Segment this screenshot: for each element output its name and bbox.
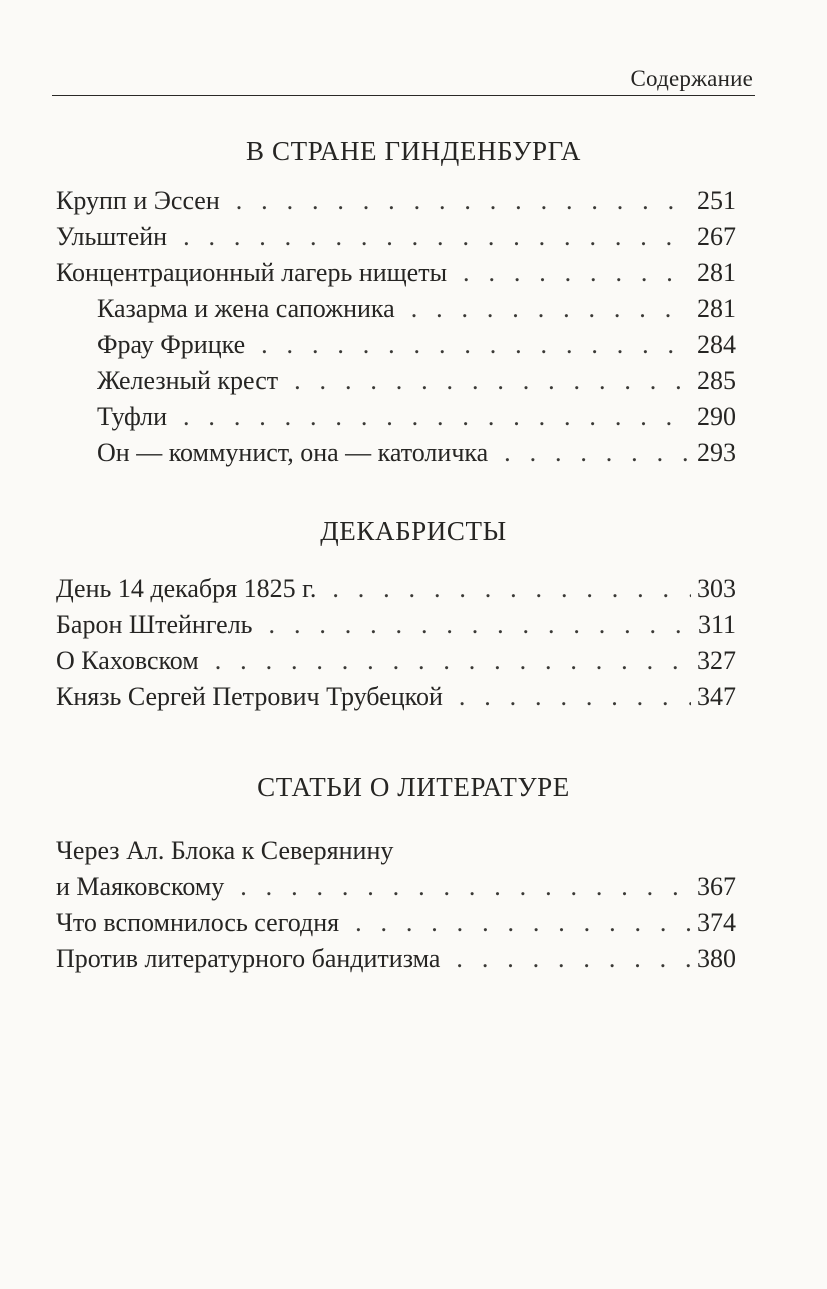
dot-leader: [183, 222, 691, 252]
toc-entry-page: 311: [697, 610, 736, 639]
toc-entry-page: 267: [697, 222, 736, 251]
toc-entry-page: 347: [697, 682, 736, 711]
toc-entry[interactable]: [56, 574, 736, 608]
toc-entry[interactable]: [56, 646, 736, 680]
toc-entry-page: 367: [697, 872, 736, 901]
dot-leader: [269, 610, 692, 640]
toc-subentry[interactable]: [97, 330, 736, 364]
dot-leader: [240, 872, 691, 902]
toc-entry-title: Казарма и жена сапожника: [97, 294, 395, 323]
dot-leader: [504, 438, 691, 468]
dot-leader: [459, 682, 691, 712]
toc-entry-title: и Маяковскому: [56, 872, 225, 901]
toc-entry-page: 303: [697, 574, 736, 603]
toc-entry-title: Туфли: [97, 402, 168, 431]
toc-entry[interactable]: [56, 258, 736, 292]
toc-entry[interactable]: [56, 222, 736, 256]
toc-entry-page: 327: [697, 646, 736, 675]
toc-entry-page: 293: [697, 438, 736, 467]
toc-entry[interactable]: [56, 682, 736, 716]
toc-entry-title: Ульштейн: [56, 222, 168, 251]
toc-entry-page: 251: [697, 186, 736, 215]
dot-leader: [456, 944, 691, 974]
dot-leader: [355, 908, 691, 938]
section-title: ДЕКАБРИСТЫ: [320, 516, 507, 546]
section-title: СТАТЬИ О ЛИТЕРАТУРЕ: [257, 772, 570, 802]
toc-entry-title: Железный крест: [97, 366, 279, 395]
toc-entry-page: 284: [697, 330, 736, 359]
dot-leader: [215, 646, 691, 676]
toc-entry-title: Крупп и Эссен: [56, 186, 220, 215]
dot-leader: [463, 258, 691, 288]
toc-entry-page: 285: [697, 366, 736, 395]
toc-entry[interactable]: [56, 872, 736, 906]
toc-subentry[interactable]: [97, 402, 736, 436]
toc-entry[interactable]: [56, 944, 736, 978]
toc-subentry[interactable]: [97, 366, 736, 400]
toc-entry-title: Против литературного бандитизма: [56, 944, 441, 973]
toc-entry-title: Фрау Фрицке: [97, 330, 246, 359]
dot-leader: [261, 330, 691, 360]
running-head: Содержание: [630, 66, 753, 91]
toc-entry[interactable]: [56, 186, 736, 220]
toc-entry-title: День 14 декабря 1825 г.: [56, 574, 317, 603]
toc-entry-title-line[interactable]: Через Ал. Блока к Северянину: [56, 836, 394, 865]
toc-subentry[interactable]: [97, 294, 736, 328]
toc-entry[interactable]: [56, 610, 736, 644]
toc-entry-page: 290: [697, 402, 736, 431]
dot-leader: [294, 366, 691, 396]
toc-entry-page: 281: [697, 258, 736, 287]
dot-leader: [183, 402, 691, 432]
dot-leader: [332, 574, 691, 604]
toc-entry-title: Что вспомнилось сегодня: [56, 908, 340, 937]
header-rule: [52, 95, 755, 96]
toc-subentry[interactable]: [97, 438, 736, 472]
toc-entry-title: Барон Штейнгель: [56, 610, 253, 639]
toc-entry-title: Концентрационный лагерь нищеты: [56, 258, 448, 287]
toc-entry[interactable]: [56, 908, 736, 942]
toc-entry-title: О Каховском: [56, 646, 199, 675]
dot-leader: [236, 186, 691, 216]
toc-entry-title: Князь Сергей Петрович Трубецкой: [56, 682, 443, 711]
toc-entry-page: 380: [697, 944, 736, 973]
dot-leader: [411, 294, 691, 324]
toc-entry-page: 281: [697, 294, 736, 323]
toc-entry-page: 374: [697, 908, 736, 937]
toc-entry-title: Он — коммунист, она — католичка: [97, 438, 489, 467]
section-title: В СТРАНЕ ГИНДЕНБУРГА: [246, 136, 581, 166]
